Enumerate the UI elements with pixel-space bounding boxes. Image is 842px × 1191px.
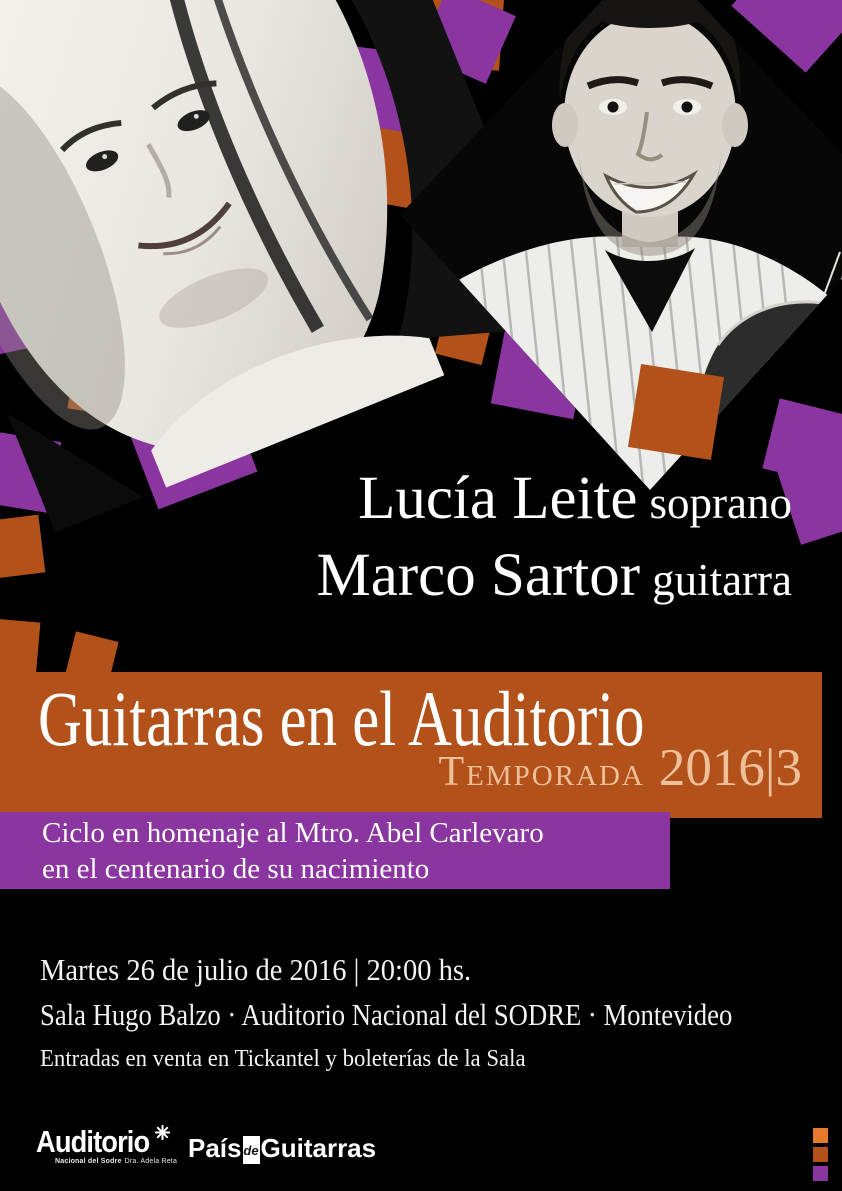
pais-de-guitarras-logo [188,1134,376,1164]
season [438,738,802,798]
subtitle-line-1: Ciclo en homenaje al Mtro. Abel Carlevaro [42,817,544,849]
artist-name: Marco Sartor [316,542,641,609]
footer-color-square-bright-orange [813,1128,828,1143]
artist-name: Lucía Leite [358,465,638,532]
auditorio-subtext-bold: Nacional del Sodre [55,1158,122,1165]
guitarras-text: Guitarras [260,1133,377,1163]
subtitle-band [0,812,670,889]
artist-role: guitarra [652,555,792,605]
artist-line-guitar [316,542,792,622]
season-value: 2016|3 [658,739,802,797]
decor-square [0,515,45,580]
date-line: Martes 26 de julio de 2016 | 20:00 hs. [40,952,472,987]
show-title: Guitarras en el Auditorio [38,675,645,762]
artist-names [316,465,792,622]
decor-square [628,364,724,460]
season-label: Temporada [438,749,645,795]
footer-color-square-purple [813,1166,828,1181]
de-box: de [243,1136,260,1164]
auditorio-logo-subtext [55,1158,177,1165]
artist-line-soprano [317,465,792,545]
asterisk-star-icon [155,1125,170,1145]
subtitle-line-2: en el centenario de su nacimiento [42,853,430,885]
pais-text: País [188,1133,242,1163]
decor-square [0,618,40,681]
tickets-line: Entradas en venta en Tickantel y boleterías de la Sala [40,1046,526,1072]
title-band [0,672,822,818]
auditorio-logo-text: Auditorio [36,1124,150,1159]
footer-color-square-orange [813,1147,828,1162]
auditorio-logo [36,1124,178,1165]
artist-role: soprano [649,478,792,528]
auditorio-subtext-light: Dra. Adela Reta [124,1158,178,1165]
venue-line: Sala Hugo Balzo · Auditorio Nacional del SODRE · Montevideo [40,997,733,1032]
